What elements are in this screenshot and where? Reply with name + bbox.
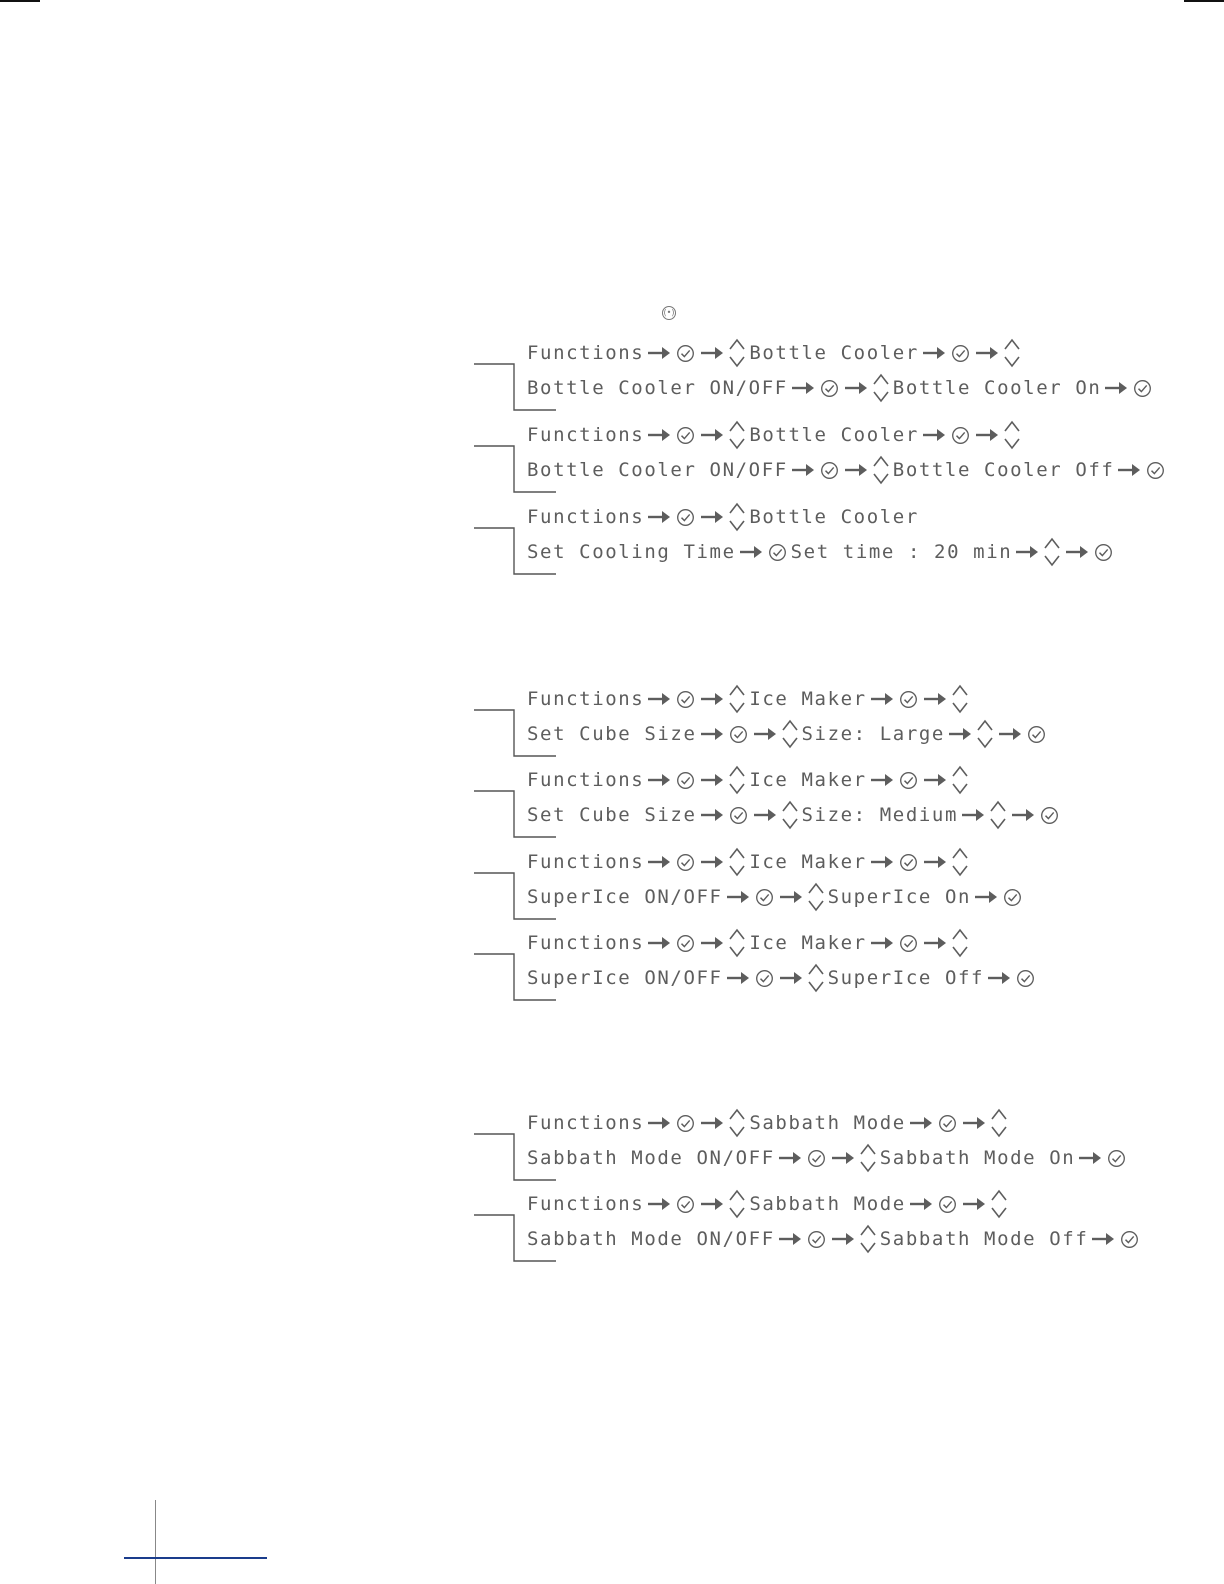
- right-arrow-icon: [870, 773, 894, 787]
- menu-step-label: Bottle Cooler Off: [892, 459, 1115, 481]
- up-down-arrows-icon: [1042, 535, 1062, 569]
- flow-step-row: [526, 1141, 1129, 1175]
- ok-check-icon: [1120, 1230, 1139, 1249]
- flow-group: [472, 418, 1115, 508]
- ok-check-icon: [899, 934, 918, 953]
- right-arrow-icon: [844, 381, 868, 395]
- flow-step-row: [526, 926, 971, 960]
- right-arrow-icon: [909, 1116, 933, 1130]
- right-arrow-icon: [647, 510, 671, 524]
- flow-group: [472, 336, 1112, 426]
- menu-step-label: Sabbath Mode: [749, 1193, 906, 1215]
- menu-step-label: Functions: [527, 342, 645, 364]
- up-down-arrows-icon: [727, 500, 747, 534]
- flow-step-row: [526, 845, 971, 879]
- up-down-arrows-icon: [989, 1187, 1009, 1221]
- ok-check-icon: [951, 344, 970, 363]
- up-down-arrows-icon: [989, 1106, 1009, 1140]
- ok-check-icon: [1133, 379, 1152, 398]
- right-arrow-icon: [779, 971, 803, 985]
- right-arrow-icon: [647, 936, 671, 950]
- right-arrow-icon: [700, 727, 724, 741]
- menu-step-label: Sabbath Mode ON/OFF: [527, 1147, 775, 1169]
- right-arrow-icon: [647, 1197, 671, 1211]
- menu-step-label: Ice Maker: [749, 769, 867, 791]
- menu-step-label: Functions: [527, 769, 645, 791]
- ok-check-icon: [899, 853, 918, 872]
- right-arrow-icon: [998, 727, 1022, 741]
- up-down-arrows-icon: [858, 1222, 878, 1256]
- up-down-arrows-icon: [780, 717, 800, 751]
- ok-check-icon: [676, 690, 695, 709]
- flow-group: [472, 926, 1112, 1016]
- right-arrow-icon: [791, 463, 815, 477]
- right-arrow-icon: [700, 692, 724, 706]
- right-arrow-icon: [922, 428, 946, 442]
- ok-check-icon: [951, 426, 970, 445]
- right-arrow-icon: [739, 545, 763, 559]
- up-down-arrows-icon: [806, 961, 826, 995]
- ok-check-icon: [1040, 806, 1059, 825]
- ok-check-icon: [1107, 1149, 1126, 1168]
- flow-group: [472, 763, 1112, 853]
- up-down-arrows-icon: [871, 453, 891, 487]
- ok-check-icon: [755, 969, 774, 988]
- right-arrow-icon: [778, 1232, 802, 1246]
- flow-step-row: [526, 682, 971, 716]
- right-arrow-icon: [647, 346, 671, 360]
- flow-step-row: [526, 1222, 1142, 1256]
- menu-step-label: Set Cube Size: [527, 804, 697, 826]
- footer-rule: [124, 1557, 267, 1559]
- flow-group: [472, 845, 1112, 935]
- up-down-arrows-icon: [1002, 336, 1022, 370]
- up-down-arrows-icon: [727, 336, 747, 370]
- right-arrow-icon: [1091, 1232, 1115, 1246]
- flow-group: [472, 1187, 1112, 1277]
- ok-check-icon: [768, 543, 787, 562]
- menu-step-label: SuperIce Off: [827, 967, 985, 989]
- flow-step-row: [526, 535, 1116, 569]
- flow-step-row: [526, 717, 1049, 751]
- right-arrow-icon: [700, 936, 724, 950]
- right-arrow-icon: [975, 346, 999, 360]
- menu-step-label: Functions: [527, 424, 645, 446]
- menu-step-label: SuperIce On: [827, 886, 972, 908]
- crop-mark-right: [1184, 0, 1224, 2]
- menu-step-label: Functions: [527, 851, 645, 873]
- ok-check-icon: [1003, 888, 1022, 907]
- menu-step-label: SuperIce ON/OFF: [527, 886, 723, 908]
- right-arrow-icon: [700, 855, 724, 869]
- flow-step-row: [526, 371, 1155, 405]
- up-down-arrows-icon: [727, 1106, 747, 1140]
- flow-group: [472, 682, 1112, 772]
- right-arrow-icon: [870, 692, 894, 706]
- ok-check-icon: [676, 344, 695, 363]
- ok-check-icon: [676, 426, 695, 445]
- right-arrow-icon: [1117, 463, 1141, 477]
- up-down-arrows-icon: [780, 798, 800, 832]
- right-arrow-icon: [962, 1116, 986, 1130]
- flow-step-row: [526, 763, 971, 797]
- menu-step-label: Bottle Cooler: [749, 506, 919, 528]
- right-arrow-icon: [844, 463, 868, 477]
- ok-check-icon: [807, 1230, 826, 1249]
- flow-group: [472, 500, 1112, 590]
- right-arrow-icon: [974, 890, 998, 904]
- right-arrow-icon: [791, 381, 815, 395]
- up-down-arrows-icon: [950, 682, 970, 716]
- menu-step-label: Functions: [527, 688, 645, 710]
- ok-check-icon: [1016, 969, 1035, 988]
- up-down-arrows-icon: [806, 880, 826, 914]
- menu-step-label: Set time : 20 min: [790, 541, 1013, 563]
- ok-check-icon: [676, 508, 695, 527]
- ok-check-icon: [676, 1114, 695, 1133]
- right-arrow-icon: [779, 890, 803, 904]
- right-arrow-icon: [870, 855, 894, 869]
- menu-step-label: Set Cooling Time: [527, 541, 736, 563]
- up-down-arrows-icon: [727, 682, 747, 716]
- right-arrow-icon: [647, 1116, 671, 1130]
- ok-check-icon: [1146, 461, 1165, 480]
- remote-control-icon: (•): [662, 306, 676, 320]
- menu-step-label: Ice Maker: [749, 688, 867, 710]
- right-arrow-icon: [961, 808, 985, 822]
- right-arrow-icon: [831, 1151, 855, 1165]
- right-arrow-icon: [726, 890, 750, 904]
- menu-step-label: Size: Large: [801, 723, 945, 745]
- right-arrow-icon: [647, 428, 671, 442]
- menu-step-label: Set Cube Size: [527, 723, 697, 745]
- right-arrow-icon: [987, 971, 1011, 985]
- up-down-arrows-icon: [1002, 418, 1022, 452]
- right-arrow-icon: [1078, 1151, 1102, 1165]
- flow-group: [472, 1106, 1112, 1196]
- menu-step-label: Functions: [527, 1112, 645, 1134]
- flow-step-row: [526, 500, 920, 534]
- up-down-arrows-icon: [727, 845, 747, 879]
- flow-step-row: [526, 418, 1023, 452]
- ok-check-icon: [807, 1149, 826, 1168]
- menu-step-label: Bottle Cooler: [749, 342, 919, 364]
- right-arrow-icon: [975, 428, 999, 442]
- right-arrow-icon: [948, 727, 972, 741]
- ok-check-icon: [676, 853, 695, 872]
- up-down-arrows-icon: [727, 763, 747, 797]
- right-arrow-icon: [870, 936, 894, 950]
- right-arrow-icon: [753, 808, 777, 822]
- flow-step-row: [526, 798, 1062, 832]
- menu-step-label: Functions: [527, 932, 645, 954]
- menu-step-label: Sabbath Mode On: [879, 1147, 1076, 1169]
- right-arrow-icon: [1011, 808, 1035, 822]
- menu-step-label: Bottle Cooler: [749, 424, 919, 446]
- right-arrow-icon: [923, 855, 947, 869]
- flow-step-row: [526, 1106, 1010, 1140]
- right-arrow-icon: [647, 773, 671, 787]
- ok-check-icon: [938, 1195, 957, 1214]
- ok-check-icon: [899, 690, 918, 709]
- ok-check-icon: [1094, 543, 1113, 562]
- menu-step-label: Ice Maker: [749, 932, 867, 954]
- up-down-arrows-icon: [950, 845, 970, 879]
- flow-step-row: [526, 453, 1168, 487]
- footer-divider-vertical: [155, 1500, 156, 1584]
- right-arrow-icon: [1065, 545, 1089, 559]
- up-down-arrows-icon: [950, 926, 970, 960]
- flow-step-row: [526, 336, 1023, 370]
- up-down-arrows-icon: [727, 1187, 747, 1221]
- right-arrow-icon: [962, 1197, 986, 1211]
- menu-step-label: Ice Maker: [749, 851, 867, 873]
- ok-check-icon: [676, 934, 695, 953]
- right-arrow-icon: [726, 971, 750, 985]
- right-arrow-icon: [1104, 381, 1128, 395]
- ok-check-icon: [938, 1114, 957, 1133]
- ok-check-icon: [899, 771, 918, 790]
- up-down-arrows-icon: [950, 763, 970, 797]
- up-down-arrows-icon: [858, 1141, 878, 1175]
- right-arrow-icon: [700, 773, 724, 787]
- right-arrow-icon: [923, 692, 947, 706]
- menu-step-label: Functions: [527, 506, 645, 528]
- right-arrow-icon: [831, 1232, 855, 1246]
- menu-step-label: Sabbath Mode ON/OFF: [527, 1228, 775, 1250]
- right-arrow-icon: [700, 1197, 724, 1211]
- right-arrow-icon: [753, 727, 777, 741]
- right-arrow-icon: [1015, 545, 1039, 559]
- up-down-arrows-icon: [975, 717, 995, 751]
- ok-check-icon: [676, 771, 695, 790]
- flow-step-row: [526, 880, 1025, 914]
- menu-step-label: Bottle Cooler On: [892, 377, 1102, 399]
- menu-step-label: SuperIce ON/OFF: [527, 967, 723, 989]
- ok-check-icon: [755, 888, 774, 907]
- right-arrow-icon: [909, 1197, 933, 1211]
- ok-check-icon: [729, 725, 748, 744]
- right-arrow-icon: [778, 1151, 802, 1165]
- menu-step-label: Size: Medium: [801, 804, 958, 826]
- right-arrow-icon: [700, 1116, 724, 1130]
- flow-step-row: [526, 1187, 1010, 1221]
- crop-mark-left: [0, 0, 40, 2]
- menu-step-label: Functions: [527, 1193, 645, 1215]
- right-arrow-icon: [700, 346, 724, 360]
- ok-check-icon: [820, 379, 839, 398]
- right-arrow-icon: [647, 692, 671, 706]
- menu-step-label: Bottle Cooler ON/OFF: [527, 459, 788, 481]
- ok-check-icon: [1027, 725, 1046, 744]
- right-arrow-icon: [923, 936, 947, 950]
- right-arrow-icon: [647, 855, 671, 869]
- right-arrow-icon: [700, 428, 724, 442]
- ok-check-icon: [729, 806, 748, 825]
- right-arrow-icon: [700, 510, 724, 524]
- up-down-arrows-icon: [988, 798, 1008, 832]
- flow-step-row: [526, 961, 1038, 995]
- menu-step-label: Sabbath Mode: [749, 1112, 906, 1134]
- up-down-arrows-icon: [727, 418, 747, 452]
- right-arrow-icon: [700, 808, 724, 822]
- menu-step-label: Bottle Cooler ON/OFF: [527, 377, 788, 399]
- menu-step-label: Sabbath Mode Off: [879, 1228, 1089, 1250]
- ok-check-icon: [820, 461, 839, 480]
- up-down-arrows-icon: [727, 926, 747, 960]
- up-down-arrows-icon: [871, 371, 891, 405]
- right-arrow-icon: [922, 346, 946, 360]
- right-arrow-icon: [923, 773, 947, 787]
- ok-check-icon: [676, 1195, 695, 1214]
